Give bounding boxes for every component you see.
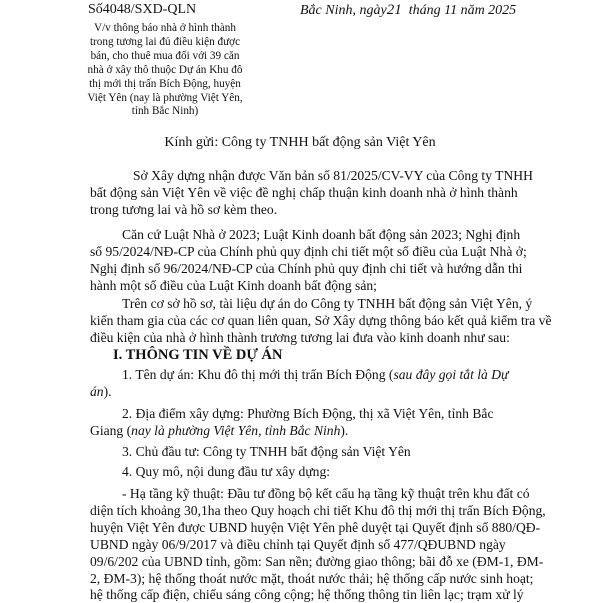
subject-line: nhà ở xây thô thuộc Dự án Khu đô [87,63,243,76]
subject-line: trong tương lai đủ điều kiện được [89,35,241,48]
item-2-close: ). [340,423,349,438]
item-2-text: Giang ( [90,423,132,438]
paragraph-3-line: kiến tham gia của các cơ quan liên quan, Sở Xây dựng thông báo kết quả kiểm tra về [90,313,552,328]
subject-line: Việt Yên (nay là phường Việt Yên, [87,91,243,104]
date-place: Bắc Ninh, ngày [300,3,387,18]
place-and-date [300,2,516,19]
paragraph-2-line: Căn cứ Luật Nhà ở 2023; Luật Kinh doanh bất động sản 2023; Nghị định [122,227,521,242]
paragraph-4-line: 09/6/202 của UBND tỉnh, gồm: San nền; đường giao thông; bãi đỗ xe (ĐM-1, ĐM- [90,554,544,569]
item-1-close: ). [103,384,112,399]
paragraph-2-line: số 95/2024/NĐ-CP của Chính phủ quy định chi tiết một số điều của Luật Nhà ở; [90,244,527,259]
subject-block [60,22,270,119]
item-2-line [90,423,348,439]
paragraph-1-line: Sở Xây dựng nhận được Văn bản số 81/2025/CV-VY của Công ty TNHH [133,168,533,183]
item-1-italic: sau đây gọi tắt là Dự [393,367,509,382]
subject-line: tỉnh Bắc Ninh) [131,105,199,118]
paragraph-4-line: diện tích khoảng 30,1ha theo Quy hoạch chi tiết Khu đô thị mới thị trấn Bích Động, [90,503,546,518]
paragraph-1-line: trong tương lai và hồ sơ kèm theo. [90,202,278,217]
paragraph-3-line: Trên cơ sở hồ sơ, tài liệu dự án do Công ty TNHH bất động sản Việt Yên, ý [122,296,533,311]
paragraph-1-line: bất động sản Việt Yên về việc đề nghị chấp thuận kinh doanh nhà ở hình thành [90,185,518,200]
date-day: 21 [386,2,402,18]
item-3-line: 3. Chủ đầu tư: Công ty TNHH bất động sản Việt Yên [122,444,411,459]
item-4-line: 4. Quy mô, nội dung đầu tư xây dựng: [122,464,331,479]
recipient-line: Kính gửi: Công ty TNHH bất động sản Việt Yên [164,135,436,150]
subject-line: V/v thông báo nhà ở hình thành [93,22,236,34]
paragraph-4-line: 2, ĐM-3); hệ thống thoát nước mặt, thoát nước thải; hệ thống cấp nước sinh hoạt; [90,571,534,586]
item-2-italic: nay là phường Việt Yên, tỉnh Bắc Ninh [131,423,341,438]
paragraph-4-line: UBND ngày 06/9/2017 và điều chỉnh tại Quyết định số 477/QĐUBND ngày [90,537,506,552]
item-1-italic-end: án [90,384,104,399]
paragraph-2-line: hành một số điều của Luật Kinh doanh bất động sản; [90,278,377,293]
subject-line: bán, cho thuê mua đối với 39 căn [90,49,240,62]
paragraph-2-line: Nghị định số 96/2024/NĐ-CP của Chính phủ quy định chi tiết và hướng dẫn thi [90,261,523,276]
document-number: Số4048/SXD-QLN [88,2,197,17]
item-1-line [122,367,508,383]
subject-line: thị mới thị trấn Bích Động, huyện [89,77,241,90]
paragraph-4-line: huyện Việt Yên được UBND huyện Việt Yên phê duyệt tại Quyết định số 880/QĐ- [90,520,541,535]
section-heading: I. THÔNG TIN VỀ DỰ ÁN [113,347,283,363]
paragraph-4-line: - Hạ tầng kỹ thuật: Đầu tư đồng bộ kết cấu hạ tầng kỹ thuật trên khu đất có [122,486,530,501]
item-1-line [90,384,112,400]
paragraph-4-line: hệ thống cấp điện, chiếu sáng công cộng; hệ thống thông tin liên lạc; trạm xử lý [90,587,524,602]
paragraph-3-line: điều kiện của nhà ở hình thành trương tương lai đưa vào kinh doanh như sau: [90,330,510,345]
item-2-line: 2. Địa điểm xây dựng: Phường Bích Động, thị xã Việt Yên, tỉnh Bắc [122,406,494,421]
date-month-year: tháng 11 năm 2025 [408,3,517,18]
item-1-text: 1. Tên dự án: Khu đô thị mới thị trấn Bích Động ( [122,367,394,382]
